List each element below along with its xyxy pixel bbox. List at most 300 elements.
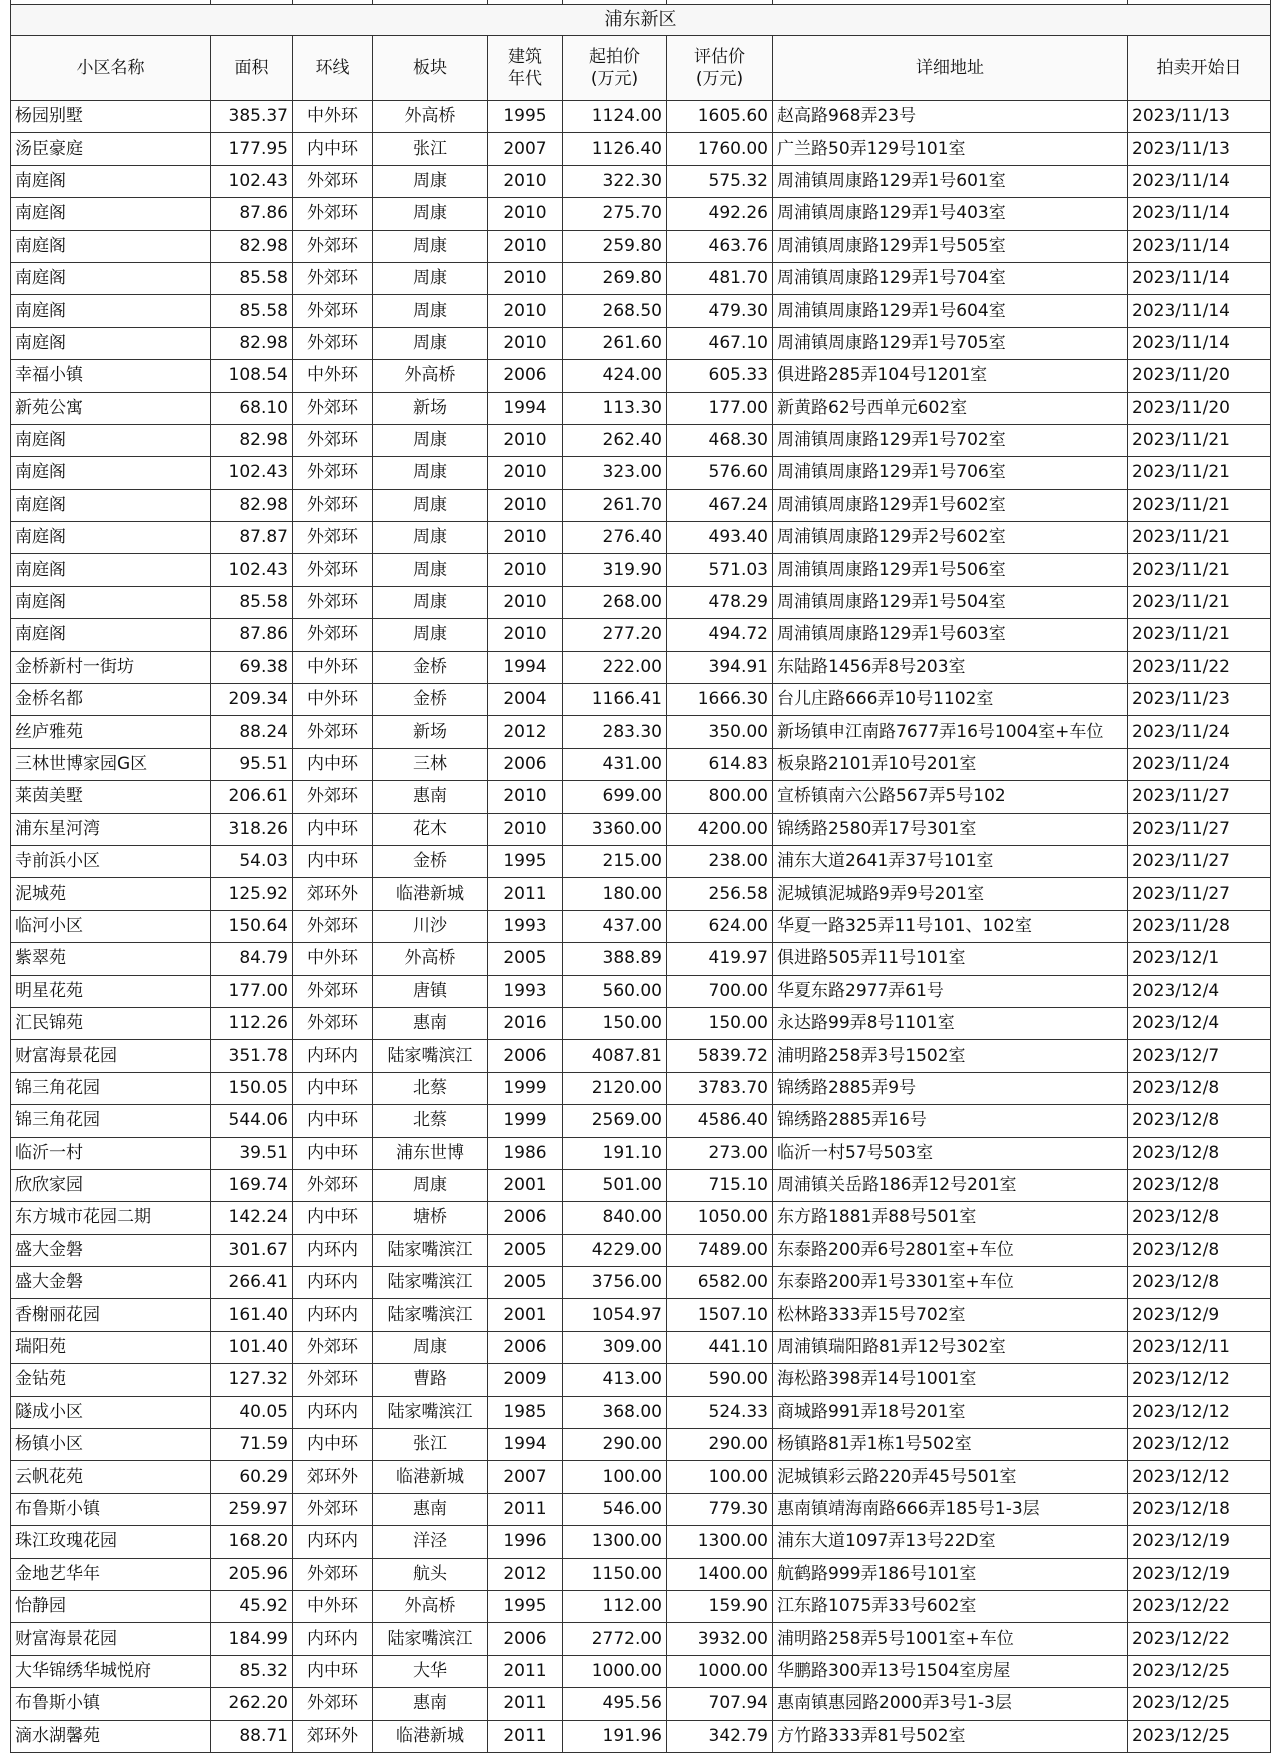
cell-appraised-price: 605.33 bbox=[667, 360, 773, 392]
table-row bbox=[11, 1493, 1271, 1525]
table-row bbox=[11, 1040, 1271, 1072]
header-build-year: 建筑 年代 bbox=[488, 36, 563, 101]
cell-area: 71.59 bbox=[211, 1429, 293, 1461]
cell-auction-start-date: 2023/12/8 bbox=[1128, 1202, 1271, 1234]
cell-ring-road: 外郊环 bbox=[293, 975, 373, 1007]
cell-starting-price: 261.60 bbox=[563, 327, 667, 359]
cell-community-name: 南庭阁 bbox=[11, 327, 211, 359]
cell-address: 浦东大道1097弄13号22D室 bbox=[773, 1526, 1128, 1558]
cell-auction-start-date: 2023/12/7 bbox=[1128, 1040, 1271, 1072]
cell-address: 周浦镇周康路129弄1号706室 bbox=[773, 457, 1128, 489]
cell-auction-start-date: 2023/11/21 bbox=[1128, 522, 1271, 554]
table-row bbox=[11, 586, 1271, 618]
cell-sector: 外高桥 bbox=[373, 360, 488, 392]
cell-address: 方竹路333弄81号502室 bbox=[773, 1720, 1128, 1752]
cell-auction-start-date: 2023/11/21 bbox=[1128, 586, 1271, 618]
cell-auction-start-date: 2023/11/21 bbox=[1128, 619, 1271, 651]
cell-appraised-price: 5839.72 bbox=[667, 1040, 773, 1072]
cell-starting-price: 100.00 bbox=[563, 1461, 667, 1493]
cell-community-name: 丝庐雅苑 bbox=[11, 716, 211, 748]
cell-build-year: 1999 bbox=[488, 1072, 563, 1104]
cell-ring-road: 外郊环 bbox=[293, 1493, 373, 1525]
cell-appraised-price: 3783.70 bbox=[667, 1072, 773, 1104]
cell-community-name: 大华锦绣华城悦府 bbox=[11, 1655, 211, 1687]
cell-community-name: 临沂一村 bbox=[11, 1137, 211, 1169]
cell-ring-road: 外郊环 bbox=[293, 1007, 373, 1039]
cell-build-year: 2010 bbox=[488, 327, 563, 359]
table-row bbox=[11, 1558, 1271, 1590]
cell-sector: 惠南 bbox=[373, 1688, 488, 1720]
cell-appraised-price: 715.10 bbox=[667, 1169, 773, 1201]
cell-ring-road: 外郊环 bbox=[293, 230, 373, 262]
cell-area: 385.37 bbox=[211, 101, 293, 133]
cell-starting-price: 290.00 bbox=[563, 1429, 667, 1461]
cell-appraised-price: 4586.40 bbox=[667, 1105, 773, 1137]
cell-sector: 花木 bbox=[373, 813, 488, 845]
cell-area: 150.05 bbox=[211, 1072, 293, 1104]
cell-starting-price: 437.00 bbox=[563, 910, 667, 942]
cell-auction-start-date: 2023/12/8 bbox=[1128, 1234, 1271, 1266]
cell-area: 54.03 bbox=[211, 845, 293, 877]
cell-address: 松林路333弄15号702室 bbox=[773, 1299, 1128, 1331]
cell-build-year: 2011 bbox=[488, 1688, 563, 1720]
cell-starting-price: 259.80 bbox=[563, 230, 667, 262]
cell-appraised-price: 7489.00 bbox=[667, 1234, 773, 1266]
cell-sector: 陆家嘴滨江 bbox=[373, 1396, 488, 1428]
cell-auction-start-date: 2023/11/22 bbox=[1128, 651, 1271, 683]
cell-community-name: 南庭阁 bbox=[11, 165, 211, 197]
cell-ring-road: 外郊环 bbox=[293, 781, 373, 813]
cell-starting-price: 261.70 bbox=[563, 489, 667, 521]
cell-appraised-price: 100.00 bbox=[667, 1461, 773, 1493]
cell-build-year: 2012 bbox=[488, 1558, 563, 1590]
cell-address: 浦明路258弄3号1502室 bbox=[773, 1040, 1128, 1072]
cell-starting-price: 275.70 bbox=[563, 198, 667, 230]
table-row bbox=[11, 1364, 1271, 1396]
cell-ring-road: 外郊环 bbox=[293, 1558, 373, 1590]
cell-ring-road: 外郊环 bbox=[293, 295, 373, 327]
cell-area: 39.51 bbox=[211, 1137, 293, 1169]
cell-community-name: 金桥新村一街坊 bbox=[11, 651, 211, 683]
cell-appraised-price: 481.70 bbox=[667, 262, 773, 294]
table-row bbox=[11, 489, 1271, 521]
cell-build-year: 1994 bbox=[488, 392, 563, 424]
cell-appraised-price: 467.10 bbox=[667, 327, 773, 359]
cell-starting-price: 1150.00 bbox=[563, 1558, 667, 1590]
cell-area: 85.58 bbox=[211, 262, 293, 294]
cell-auction-start-date: 2023/11/14 bbox=[1128, 295, 1271, 327]
cell-build-year: 1995 bbox=[488, 101, 563, 133]
cell-sector: 川沙 bbox=[373, 910, 488, 942]
cell-address: 俱进路505弄11号101室 bbox=[773, 943, 1128, 975]
cell-community-name: 汇民锦苑 bbox=[11, 1007, 211, 1039]
cell-address: 锦绣路2580弄17号301室 bbox=[773, 813, 1128, 845]
cell-ring-road: 外郊环 bbox=[293, 424, 373, 456]
table-row bbox=[11, 133, 1271, 165]
cell-appraised-price: 1400.00 bbox=[667, 1558, 773, 1590]
cell-auction-start-date: 2023/12/12 bbox=[1128, 1429, 1271, 1461]
cell-build-year: 2006 bbox=[488, 1623, 563, 1655]
cell-community-name: 金钻苑 bbox=[11, 1364, 211, 1396]
cell-area: 318.26 bbox=[211, 813, 293, 845]
cell-starting-price: 112.00 bbox=[563, 1590, 667, 1622]
cell-address: 周浦镇周康路129弄1号705室 bbox=[773, 327, 1128, 359]
cell-starting-price: 269.80 bbox=[563, 262, 667, 294]
cell-community-name: 东方城市花园二期 bbox=[11, 1202, 211, 1234]
cell-ring-road: 外郊环 bbox=[293, 327, 373, 359]
cell-appraised-price: 238.00 bbox=[667, 845, 773, 877]
cell-sector: 周康 bbox=[373, 424, 488, 456]
cell-auction-start-date: 2023/12/8 bbox=[1128, 1105, 1271, 1137]
cell-address: 东方路1881弄88号501室 bbox=[773, 1202, 1128, 1234]
cell-starting-price: 319.90 bbox=[563, 554, 667, 586]
cell-sector: 陆家嘴滨江 bbox=[373, 1040, 488, 1072]
header-auction-start-date: 拍卖开始日 bbox=[1128, 36, 1271, 101]
table-row bbox=[11, 1234, 1271, 1266]
cell-auction-start-date: 2023/12/25 bbox=[1128, 1688, 1271, 1720]
cell-appraised-price: 290.00 bbox=[667, 1429, 773, 1461]
cell-auction-start-date: 2023/12/18 bbox=[1128, 1493, 1271, 1525]
cell-build-year: 2006 bbox=[488, 748, 563, 780]
cell-appraised-price: 493.40 bbox=[667, 522, 773, 554]
cell-sector: 外高桥 bbox=[373, 101, 488, 133]
cell-sector: 外高桥 bbox=[373, 1590, 488, 1622]
table-row bbox=[11, 619, 1271, 651]
cell-ring-road: 外郊环 bbox=[293, 619, 373, 651]
cell-sector: 金桥 bbox=[373, 651, 488, 683]
cell-area: 127.32 bbox=[211, 1364, 293, 1396]
cell-area: 88.71 bbox=[211, 1720, 293, 1752]
cell-ring-road: 中外环 bbox=[293, 684, 373, 716]
cell-sector: 浦东世博 bbox=[373, 1137, 488, 1169]
cell-appraised-price: 524.33 bbox=[667, 1396, 773, 1428]
cell-build-year: 2006 bbox=[488, 1331, 563, 1363]
cell-sector: 金桥 bbox=[373, 845, 488, 877]
table-row bbox=[11, 1072, 1271, 1104]
cell-area: 177.00 bbox=[211, 975, 293, 1007]
cell-ring-road: 外郊环 bbox=[293, 1364, 373, 1396]
cell-community-name: 泥城苑 bbox=[11, 878, 211, 910]
cell-starting-price: 1000.00 bbox=[563, 1655, 667, 1687]
cell-sector: 张江 bbox=[373, 1429, 488, 1461]
cell-area: 125.92 bbox=[211, 878, 293, 910]
cell-ring-road: 内环内 bbox=[293, 1623, 373, 1655]
cell-community-name: 幸福小镇 bbox=[11, 360, 211, 392]
cell-auction-start-date: 2023/11/21 bbox=[1128, 554, 1271, 586]
cell-auction-start-date: 2023/11/28 bbox=[1128, 910, 1271, 942]
cell-address: 周浦镇周康路129弄1号505室 bbox=[773, 230, 1128, 262]
cell-ring-road: 外郊环 bbox=[293, 1331, 373, 1363]
cell-sector: 周康 bbox=[373, 1331, 488, 1363]
cell-build-year: 2010 bbox=[488, 619, 563, 651]
cell-appraised-price: 256.58 bbox=[667, 878, 773, 910]
cell-appraised-price: 614.83 bbox=[667, 748, 773, 780]
cell-community-name: 财富海景花园 bbox=[11, 1040, 211, 1072]
cell-community-name: 莱茵美墅 bbox=[11, 781, 211, 813]
cell-ring-road: 外郊环 bbox=[293, 457, 373, 489]
cell-ring-road: 外郊环 bbox=[293, 910, 373, 942]
cell-starting-price: 268.00 bbox=[563, 586, 667, 618]
cell-auction-start-date: 2023/11/13 bbox=[1128, 133, 1271, 165]
cell-build-year: 2007 bbox=[488, 133, 563, 165]
cell-auction-start-date: 2023/12/19 bbox=[1128, 1558, 1271, 1590]
table-row bbox=[11, 1429, 1271, 1461]
cell-area: 85.32 bbox=[211, 1655, 293, 1687]
cell-auction-start-date: 2023/11/27 bbox=[1128, 878, 1271, 910]
cell-appraised-price: 494.72 bbox=[667, 619, 773, 651]
cell-auction-start-date: 2023/12/8 bbox=[1128, 1137, 1271, 1169]
cell-build-year: 2011 bbox=[488, 1720, 563, 1752]
cell-community-name: 南庭阁 bbox=[11, 522, 211, 554]
cell-build-year: 2006 bbox=[488, 1202, 563, 1234]
cell-build-year: 2005 bbox=[488, 1234, 563, 1266]
cell-ring-road: 内中环 bbox=[293, 1429, 373, 1461]
cell-sector: 新场 bbox=[373, 716, 488, 748]
cell-ring-road: 中外环 bbox=[293, 1590, 373, 1622]
cell-appraised-price: 1300.00 bbox=[667, 1526, 773, 1558]
cell-area: 108.54 bbox=[211, 360, 293, 392]
cell-community-name: 南庭阁 bbox=[11, 489, 211, 521]
cell-build-year: 2006 bbox=[488, 1040, 563, 1072]
region-title: 浦东新区 bbox=[11, 5, 1271, 36]
cell-area: 69.38 bbox=[211, 651, 293, 683]
cell-ring-road: 内环内 bbox=[293, 1267, 373, 1299]
table-row bbox=[11, 1461, 1271, 1493]
cell-community-name: 南庭阁 bbox=[11, 230, 211, 262]
cell-community-name: 杨园别墅 bbox=[11, 101, 211, 133]
cell-starting-price: 388.89 bbox=[563, 943, 667, 975]
cell-build-year: 2010 bbox=[488, 781, 563, 813]
cell-sector: 陆家嘴滨江 bbox=[373, 1234, 488, 1266]
cell-starting-price: 501.00 bbox=[563, 1169, 667, 1201]
auction-table-wrapper bbox=[10, 0, 1270, 1753]
cell-starting-price: 413.00 bbox=[563, 1364, 667, 1396]
table-row bbox=[11, 1202, 1271, 1234]
cell-starting-price: 1126.40 bbox=[563, 133, 667, 165]
cell-sector: 周康 bbox=[373, 586, 488, 618]
cell-auction-start-date: 2023/11/24 bbox=[1128, 716, 1271, 748]
cell-auction-start-date: 2023/11/21 bbox=[1128, 457, 1271, 489]
cell-appraised-price: 576.60 bbox=[667, 457, 773, 489]
cell-area: 101.40 bbox=[211, 1331, 293, 1363]
cell-sector: 陆家嘴滨江 bbox=[373, 1267, 488, 1299]
cell-area: 142.24 bbox=[211, 1202, 293, 1234]
header-starting-price: 起拍价 (万元) bbox=[563, 36, 667, 101]
table-row bbox=[11, 1299, 1271, 1331]
cell-ring-road: 内环内 bbox=[293, 1040, 373, 1072]
cell-appraised-price: 575.32 bbox=[667, 165, 773, 197]
cell-community-name: 布鲁斯小镇 bbox=[11, 1493, 211, 1525]
cell-community-name: 隧成小区 bbox=[11, 1396, 211, 1428]
cell-build-year: 2006 bbox=[488, 360, 563, 392]
cell-auction-start-date: 2023/12/8 bbox=[1128, 1072, 1271, 1104]
cell-appraised-price: 463.76 bbox=[667, 230, 773, 262]
cell-ring-road: 内环内 bbox=[293, 1396, 373, 1428]
table-row bbox=[11, 1267, 1271, 1299]
table-row bbox=[11, 748, 1271, 780]
cell-starting-price: 262.40 bbox=[563, 424, 667, 456]
cell-community-name: 南庭阁 bbox=[11, 198, 211, 230]
cell-build-year: 1999 bbox=[488, 1105, 563, 1137]
cell-auction-start-date: 2023/12/19 bbox=[1128, 1526, 1271, 1558]
cell-build-year: 1985 bbox=[488, 1396, 563, 1428]
cell-ring-road: 内中环 bbox=[293, 1202, 373, 1234]
cell-auction-start-date: 2023/12/9 bbox=[1128, 1299, 1271, 1331]
cell-sector: 周康 bbox=[373, 522, 488, 554]
cell-area: 102.43 bbox=[211, 165, 293, 197]
cell-appraised-price: 159.90 bbox=[667, 1590, 773, 1622]
cell-appraised-price: 419.97 bbox=[667, 943, 773, 975]
cell-area: 45.92 bbox=[211, 1590, 293, 1622]
cell-ring-road: 内中环 bbox=[293, 748, 373, 780]
cell-starting-price: 322.30 bbox=[563, 165, 667, 197]
cell-sector: 惠南 bbox=[373, 1007, 488, 1039]
cell-address: 台儿庄路666弄10号1102室 bbox=[773, 684, 1128, 716]
cell-sector: 曹路 bbox=[373, 1364, 488, 1396]
cell-address: 华夏东路2977弄61号 bbox=[773, 975, 1128, 1007]
cell-appraised-price: 779.30 bbox=[667, 1493, 773, 1525]
table-row bbox=[11, 1655, 1271, 1687]
cell-appraised-price: 394.91 bbox=[667, 651, 773, 683]
table-row bbox=[11, 1137, 1271, 1169]
cell-address: 宣桥镇南六公路567弄5号102 bbox=[773, 781, 1128, 813]
cell-area: 85.58 bbox=[211, 586, 293, 618]
cell-build-year: 2011 bbox=[488, 1493, 563, 1525]
cell-build-year: 1993 bbox=[488, 910, 563, 942]
cell-community-name: 锦三角花园 bbox=[11, 1072, 211, 1104]
table-row bbox=[11, 1396, 1271, 1428]
cell-starting-price: 113.30 bbox=[563, 392, 667, 424]
cell-auction-start-date: 2023/11/14 bbox=[1128, 327, 1271, 359]
cell-build-year: 2005 bbox=[488, 943, 563, 975]
cell-sector: 唐镇 bbox=[373, 975, 488, 1007]
cell-auction-start-date: 2023/11/14 bbox=[1128, 198, 1271, 230]
cell-sector: 惠南 bbox=[373, 781, 488, 813]
cell-ring-road: 郊环外 bbox=[293, 1720, 373, 1752]
cell-auction-start-date: 2023/12/12 bbox=[1128, 1461, 1271, 1493]
cell-build-year: 2005 bbox=[488, 1267, 563, 1299]
cell-community-name: 新苑公寓 bbox=[11, 392, 211, 424]
cell-area: 168.20 bbox=[211, 1526, 293, 1558]
cell-area: 88.24 bbox=[211, 716, 293, 748]
cell-community-name: 南庭阁 bbox=[11, 554, 211, 586]
table-row bbox=[11, 1526, 1271, 1558]
cell-sector: 周康 bbox=[373, 198, 488, 230]
table-row bbox=[11, 781, 1271, 813]
cell-build-year: 1986 bbox=[488, 1137, 563, 1169]
table-row bbox=[11, 1720, 1271, 1752]
cell-ring-road: 中外环 bbox=[293, 943, 373, 975]
cell-starting-price: 222.00 bbox=[563, 651, 667, 683]
cell-starting-price: 309.00 bbox=[563, 1331, 667, 1363]
cell-starting-price: 277.20 bbox=[563, 619, 667, 651]
cell-appraised-price: 6582.00 bbox=[667, 1267, 773, 1299]
cell-sector: 新场 bbox=[373, 392, 488, 424]
cell-address: 广兰路50弄129号101室 bbox=[773, 133, 1128, 165]
cell-community-name: 财富海景花园 bbox=[11, 1623, 211, 1655]
cell-sector: 北蔡 bbox=[373, 1072, 488, 1104]
cell-ring-road: 内环内 bbox=[293, 1299, 373, 1331]
cell-appraised-price: 707.94 bbox=[667, 1688, 773, 1720]
cell-ring-road: 外郊环 bbox=[293, 198, 373, 230]
region-row bbox=[11, 5, 1271, 36]
cell-area: 150.64 bbox=[211, 910, 293, 942]
cell-auction-start-date: 2023/12/11 bbox=[1128, 1331, 1271, 1363]
cell-area: 102.43 bbox=[211, 554, 293, 586]
cell-appraised-price: 478.29 bbox=[667, 586, 773, 618]
cell-sector: 临港新城 bbox=[373, 1720, 488, 1752]
cell-ring-road: 内中环 bbox=[293, 1105, 373, 1137]
cell-address: 周浦镇周康路129弄1号602室 bbox=[773, 489, 1128, 521]
cell-area: 301.67 bbox=[211, 1234, 293, 1266]
cell-appraised-price: 3932.00 bbox=[667, 1623, 773, 1655]
cell-starting-price: 546.00 bbox=[563, 1493, 667, 1525]
cell-sector: 临港新城 bbox=[373, 878, 488, 910]
cell-community-name: 南庭阁 bbox=[11, 295, 211, 327]
cell-area: 82.98 bbox=[211, 424, 293, 456]
cell-address: 赵高路968弄23号 bbox=[773, 101, 1128, 133]
cell-sector: 北蔡 bbox=[373, 1105, 488, 1137]
cell-auction-start-date: 2023/12/8 bbox=[1128, 1267, 1271, 1299]
cell-ring-road: 外郊环 bbox=[293, 392, 373, 424]
cell-area: 161.40 bbox=[211, 1299, 293, 1331]
cell-address: 周浦镇周康路129弄1号601室 bbox=[773, 165, 1128, 197]
cell-community-name: 云帆花苑 bbox=[11, 1461, 211, 1493]
cell-address: 东泰路200弄6号2801室+车位 bbox=[773, 1234, 1128, 1266]
cell-ring-road: 外郊环 bbox=[293, 586, 373, 618]
cell-area: 87.86 bbox=[211, 619, 293, 651]
cell-community-name: 盛大金磐 bbox=[11, 1267, 211, 1299]
cell-build-year: 2011 bbox=[488, 1655, 563, 1687]
cell-area: 184.99 bbox=[211, 1623, 293, 1655]
cell-sector: 周康 bbox=[373, 165, 488, 197]
cell-build-year: 2010 bbox=[488, 424, 563, 456]
cell-build-year: 1995 bbox=[488, 845, 563, 877]
cell-address: 周浦镇周康路129弄1号603室 bbox=[773, 619, 1128, 651]
cell-ring-road: 内中环 bbox=[293, 1137, 373, 1169]
cell-area: 209.34 bbox=[211, 684, 293, 716]
cell-starting-price: 495.56 bbox=[563, 1688, 667, 1720]
cell-sector: 三林 bbox=[373, 748, 488, 780]
cell-starting-price: 4087.81 bbox=[563, 1040, 667, 1072]
cell-ring-road: 中外环 bbox=[293, 101, 373, 133]
header-appraised-price: 评估价 (万元) bbox=[667, 36, 773, 101]
cell-build-year: 2001 bbox=[488, 1169, 563, 1201]
cell-area: 95.51 bbox=[211, 748, 293, 780]
cell-starting-price: 368.00 bbox=[563, 1396, 667, 1428]
table-row bbox=[11, 554, 1271, 586]
cell-area: 82.98 bbox=[211, 230, 293, 262]
cell-sector: 周康 bbox=[373, 554, 488, 586]
cell-starting-price: 1054.97 bbox=[563, 1299, 667, 1331]
cell-auction-start-date: 2023/12/25 bbox=[1128, 1720, 1271, 1752]
cell-appraised-price: 273.00 bbox=[667, 1137, 773, 1169]
cell-build-year: 2010 bbox=[488, 165, 563, 197]
cell-build-year: 2010 bbox=[488, 457, 563, 489]
cell-appraised-price: 177.00 bbox=[667, 392, 773, 424]
cell-build-year: 2010 bbox=[488, 522, 563, 554]
cell-sector: 周康 bbox=[373, 619, 488, 651]
cell-sector: 航头 bbox=[373, 1558, 488, 1590]
cell-ring-road: 外郊环 bbox=[293, 554, 373, 586]
cell-sector: 洋泾 bbox=[373, 1526, 488, 1558]
cell-community-name: 汤臣豪庭 bbox=[11, 133, 211, 165]
cell-address: 锦绣路2885弄9号 bbox=[773, 1072, 1128, 1104]
cell-sector: 周康 bbox=[373, 230, 488, 262]
cell-starting-price: 180.00 bbox=[563, 878, 667, 910]
cell-starting-price: 2772.00 bbox=[563, 1623, 667, 1655]
cell-appraised-price: 571.03 bbox=[667, 554, 773, 586]
